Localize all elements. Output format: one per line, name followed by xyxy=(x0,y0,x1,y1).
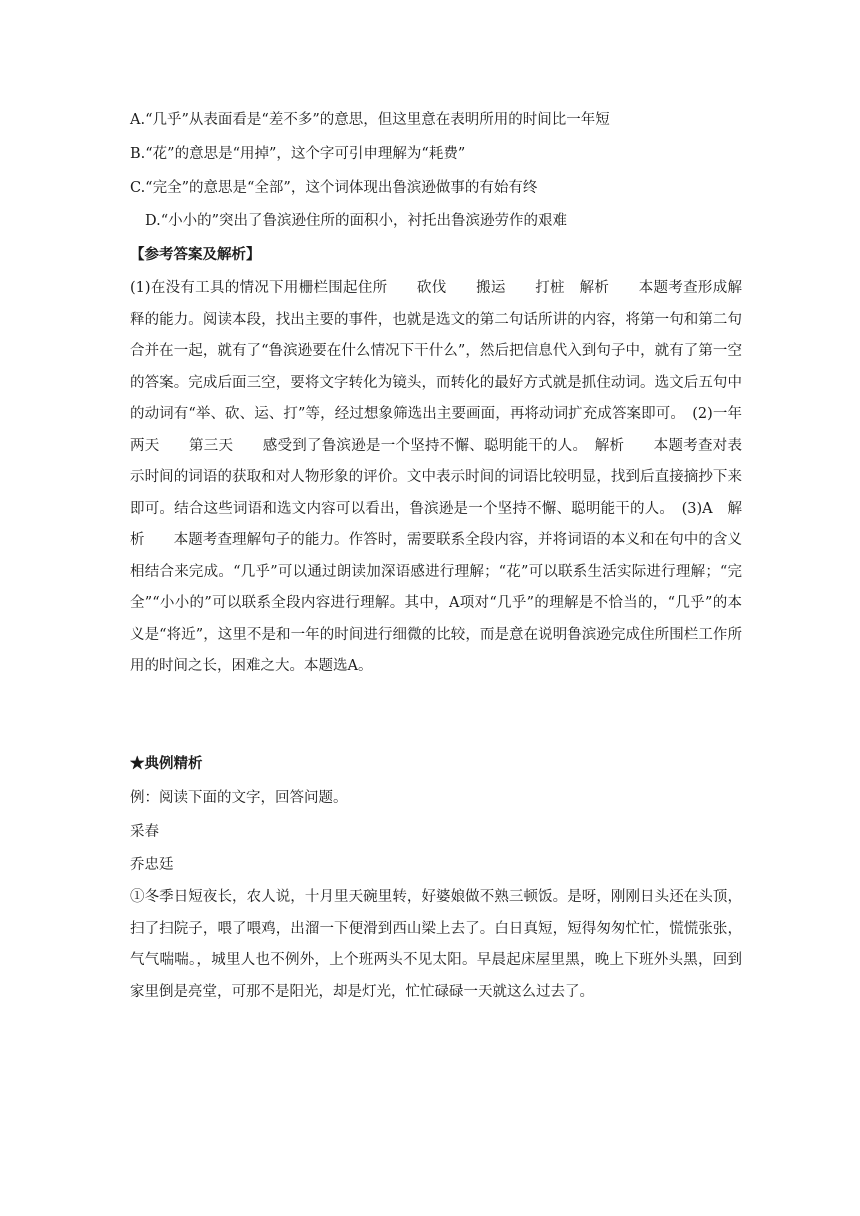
option-c: C.“完全”的意思是“全部”，这个词体现出鲁滨逊做事的有始有终 xyxy=(130,180,538,196)
option-b: B.“花”的意思是“用掉”，这个字可引申理解为“耗费” xyxy=(130,146,466,162)
answer-heading: 【参考答案及解析】 xyxy=(130,246,261,263)
story-paragraph-1: ①冬季日短夜长，农人说，十月里天碗里转，好婆娘做不熟三顿饭。是呀，刚刚日头还在头顶，扫了扫院子，喂了喂鸡，出溜一下便滑到西山梁上去了。白日真短，短得匆匆忙忙，慌慌张张，气气喘喘。，城里人也不例外，上个班两头不见太阳。早晨起床屋里黑，晚上下班外头黑，回到家里倒是亮堂，可那不是阳光，却是灯光，忙忙碌碌一天就这么过去了。 xyxy=(130,889,742,1000)
option-d: D.“小小的”突出了鲁滨逊住所的面积小，衬托出鲁滨逊劳作的艰难 xyxy=(145,213,568,229)
story-title: 采春 xyxy=(130,824,159,840)
option-a: A.“几乎”从表面看是“差不多”的意思，但这里意在表明所用的时间比一年短 xyxy=(130,112,610,128)
example-heading: ★典例精析 xyxy=(130,755,203,772)
story-author: 乔忠廷 xyxy=(130,857,174,873)
example-prompt: 例：阅读下面的文字，回答问题。 xyxy=(130,790,348,806)
answer-explanation: (1)在没有工具的情况下用栅栏围起住所 砍伐 搬运 打桩 解析 本题考查形成解释的能力。阅读本段，找出主要的事件，也就是选文的第二句话所讲的内容，将第一句和第二句合并在一起，就有了“鲁滨逊要在什么情况下干什么”，然后把信息代入到句子中，就有了第一空的答案。完成后面三空，要将文字转化为镜头，而转化的最好方式就是抓住动词。选文后五句中的动词有“举、砍、运、打”等，经过想象筛选出主要画面，再将动词扩充成答案即可。 (2)一年 两天 第三天 感受到了鲁滨逊是一个坚持不懈、聪明能干的人。 解析 本题考查对表示时间的词语的获取和对人物形象的评价。文中表示时间的词语比较明显，找到后直接摘抄下来即可。结合这些词语和选文内容可以看出，鲁滨逊是一个坚持不懈、聪明能干的人。 (3)A 解析 本题考查理解句子的能力。作答时，需要联系全段内容，并将词语的本义和在句中的含义相结合来完成。“几乎”可以通过朗读加深语感进行理解；“花”可以联系生活实际进行理解；“完全”“小小的”可以联系全段内容进行理解。其中，A项对“几乎”的理解是不恰当的，“几乎”的本义是“将近”，这里不是和一年的时间进行细微的比较，而是意在说明鲁滨逊完成住所围栏工作所用的时间之长，困难之大。本题选A。 xyxy=(130,280,771,674)
